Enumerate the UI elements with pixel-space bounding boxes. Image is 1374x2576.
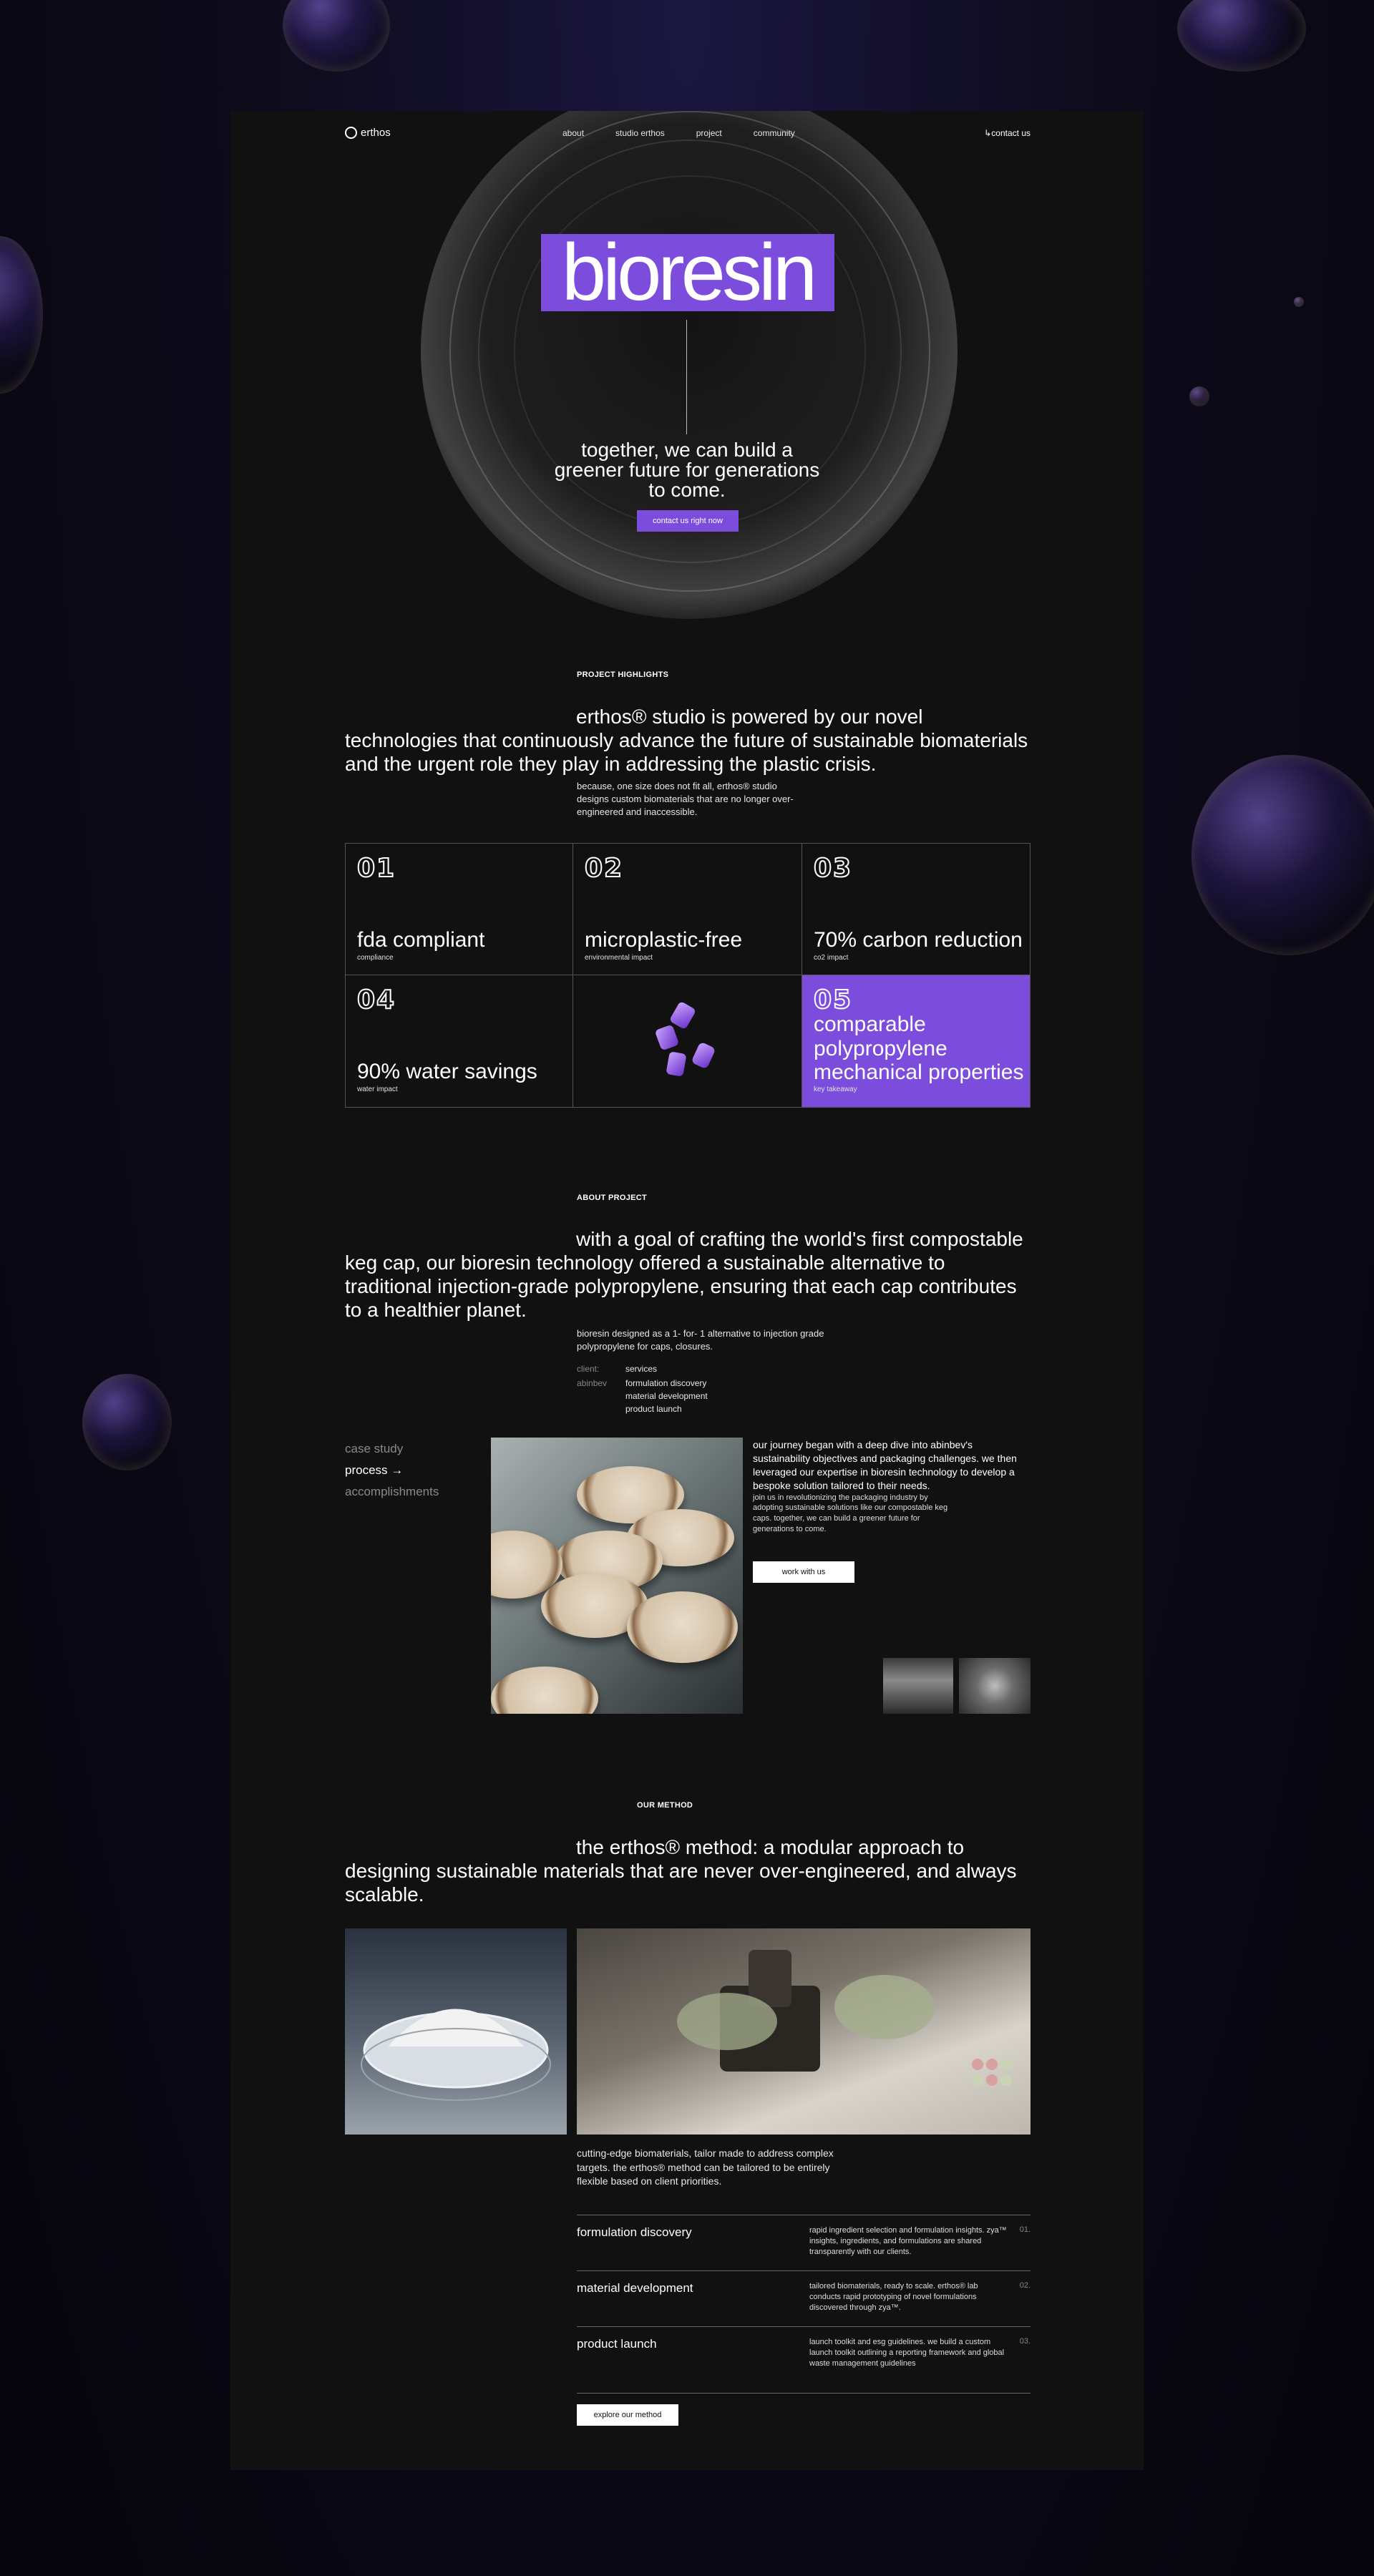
- client-label: client:: [577, 1364, 600, 1374]
- logo-ring-icon: [345, 127, 357, 139]
- hero-title: bioresin: [541, 234, 834, 311]
- service-item: formulation discovery: [625, 1378, 707, 1388]
- lab-microscope-photo: [577, 1928, 1030, 2135]
- step-number: 02.: [1019, 2281, 1030, 2290]
- journey-paragraph: our journey began with a deep dive into abinbev's sustainability objectives and packaging challenges. we then leveraged our expertise in bioresin technology to develop a bespoke solution tailored to their needs.: [753, 1439, 1017, 1491]
- highlight-title: fda compliant: [357, 928, 485, 952]
- hero-section: [230, 111, 1144, 583]
- about-tabs: [345, 1438, 439, 1502]
- bubble-decoration: [1189, 386, 1209, 406]
- keg-cap-disc: [491, 1667, 598, 1714]
- nav-link-about[interactable]: about: [562, 128, 585, 138]
- keg-caps-photo: [491, 1438, 743, 1714]
- step-number: 03.: [1019, 2337, 1030, 2346]
- nav-link-studio[interactable]: studio erthos: [615, 128, 665, 138]
- step-desc: tailored biomaterials, ready to scale. erthos® lab conducts rapid prototyping of novel formulations discovered through zya™.: [809, 2282, 978, 2312]
- step-desc: launch toolkit and esg guidelines. we build a custom launch toolkit outlining a reporting framework and global waste management guidelines: [809, 2338, 1005, 2368]
- keg-cap-disc: [627, 1591, 738, 1663]
- hero-tagline: together, we can build a greener future for generations to come.: [554, 439, 820, 501]
- nav-contact-link[interactable]: [984, 128, 1030, 138]
- method-eyebrow: OUR METHOD: [637, 1801, 693, 1810]
- top-nav: [345, 125, 1030, 142]
- about-eyebrow: ABOUT PROJECT: [577, 1194, 648, 1202]
- pellets-image-cell: [573, 975, 802, 1107]
- highlight-title: 70% carbon reduction: [814, 928, 1023, 952]
- highlight-title: comparable polypropylene mechanical properties: [814, 1013, 1024, 1085]
- highlight-cell-accent: [802, 975, 1030, 1107]
- highlights-lead: erthos® studio is powered by our novel technologies that continuously advance the future of sustainable biomaterials and the urgent role they play in addressing the plastic crisis.: [345, 706, 1028, 776]
- method-sub: cutting-edge biomaterials, tailor made to address complex targets. the erthos® method can be tailored to be entirely flexible based on client priorities.: [577, 2147, 834, 2187]
- logo-text: erthos: [361, 127, 391, 139]
- service-item: product launch: [625, 1404, 682, 1414]
- contact-label: contact us: [991, 128, 1030, 138]
- step-desc: rapid ingredient selection and formulation insights. zya™ insights, ingredients, and formulations are shared transparently with our clients.: [809, 2226, 1007, 2256]
- highlight-title: microplastic-free: [585, 928, 743, 952]
- nav-link-project[interactable]: project: [696, 128, 722, 138]
- petri-dish-image: [345, 1928, 567, 2135]
- explore-method-button[interactable]: explore our method: [577, 2404, 678, 2426]
- highlights-sub: because, one size does not fit all, erthos® studio designs custom biomaterials that are no longer over-engineered and inaccessible.: [577, 781, 794, 818]
- highlight-sub: water impact: [357, 1085, 398, 1093]
- powder-dish-photo: [345, 1928, 567, 2135]
- client-name: abinbev: [577, 1378, 608, 1388]
- step-title: formulation discovery: [577, 2225, 692, 2239]
- method-step[interactable]: [577, 2215, 1030, 2271]
- highlight-sub: key takeaway: [814, 1085, 857, 1093]
- highlight-cell: [346, 844, 573, 975]
- bubble-decoration: [82, 1374, 172, 1470]
- bubble-decoration: [1192, 755, 1374, 955]
- nav-links: [562, 128, 795, 138]
- highlights-grid: [345, 843, 1030, 1108]
- step-title: material development: [577, 2281, 693, 2295]
- bioresin-pellets-image: [573, 975, 802, 1107]
- highlight-number: 05: [814, 985, 853, 1015]
- journey-paragraph-2: join us in revolutionizing the packaging industry by adopting sustainable solutions like our compostable keg caps. together, we can build a greener future for generations to come.: [753, 1493, 948, 1534]
- contact-now-button[interactable]: contact us right now: [637, 510, 739, 532]
- microscope-image: [577, 1928, 1030, 2135]
- highlight-sub: environmental impact: [585, 954, 653, 962]
- tab-case-study[interactable]: case study: [345, 1442, 404, 1455]
- keg-thumbnail[interactable]: [883, 1658, 953, 1714]
- highlight-number: 02: [585, 854, 624, 883]
- journey-text: [753, 1438, 1030, 1535]
- erthos-logo[interactable]: [345, 127, 391, 139]
- service-item: material development: [625, 1391, 708, 1401]
- main-page: [230, 111, 1144, 2470]
- highlight-cell: [346, 975, 573, 1107]
- bubble-decoration: [1294, 297, 1304, 307]
- arrow-icon: ↳: [984, 128, 992, 138]
- tab-accomplishments[interactable]: accomplishments: [345, 1484, 439, 1498]
- tab-process[interactable]: process →: [345, 1463, 404, 1477]
- method-step[interactable]: [577, 2270, 1030, 2327]
- highlight-number: 03: [814, 854, 853, 883]
- method-step[interactable]: [577, 2326, 1030, 2394]
- highlight-cell: [573, 844, 802, 975]
- nav-link-community[interactable]: community: [753, 128, 795, 138]
- highlight-title: 90% water savings: [357, 1060, 537, 1083]
- highlight-sub: co2 impact: [814, 954, 849, 962]
- step-number: 01.: [1019, 2225, 1030, 2234]
- work-with-us-button[interactable]: work with us: [753, 1561, 854, 1583]
- highlight-number: 01: [357, 854, 396, 883]
- about-sub: bioresin designed as a 1- for- 1 alternative to injection grade polypropylene for caps, closures.: [577, 1328, 824, 1352]
- keg-cap-thumbnail[interactable]: [959, 1658, 1030, 1714]
- about-lead: with a goal of crafting the world's first compostable keg cap, our bioresin technology offered a sustainable alternative to traditional injection-grade polypropylene, ensuring that each cap contributes to a healthier planet.: [345, 1228, 1023, 1322]
- hero-divider: [686, 320, 687, 434]
- highlights-eyebrow: PROJECT HIGHLIGHTS: [577, 670, 669, 679]
- services-label: services: [625, 1364, 658, 1374]
- method-lead: the erthos® method: a modular approach to designing sustainable materials that are never over-engineered, and always scalable.: [345, 1836, 1017, 1906]
- highlight-cell: [802, 844, 1030, 975]
- step-title: product launch: [577, 2337, 657, 2351]
- highlight-number: 04: [357, 985, 396, 1015]
- highlight-sub: compliance: [357, 954, 394, 962]
